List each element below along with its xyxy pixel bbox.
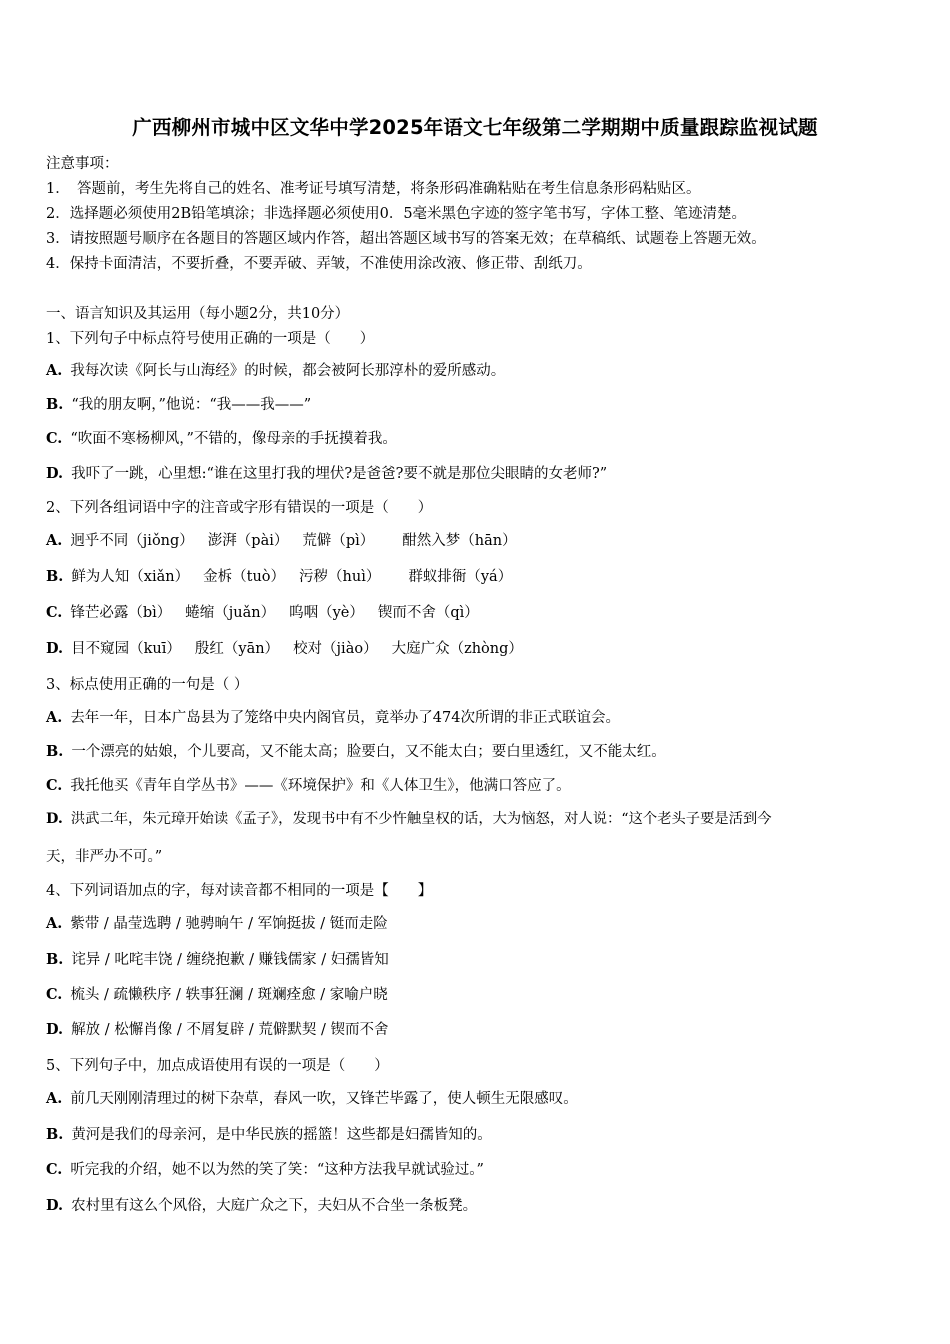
question-1-option-b: B. “我的朋友啊，”他说：“我——我——”: [46, 396, 312, 413]
question-1-option-d: D. 我吓了一跳，心里想:“谁在这里打我的埋伏?是爸爸?要不就是那位尖眼睛的女老师?”: [46, 465, 608, 482]
question-2-option-c: C. 锋芒必露（bì） 蜷缩（juǎn） 呜咽（yè） 锲而不舍（qì）: [46, 604, 479, 621]
question-5-option-b: B. 黄河是我们的母亲河，是中华民族的摇篮！这些都是妇孺皆知的。: [46, 1126, 492, 1143]
question-4-option-c: C. 梳头 / 疏懒秩序 / 轶事狂澜 / 斑斓痊愈 / 家喻户晓: [46, 986, 388, 1003]
question-5-option-d: D. 农村里有这么个风俗，大庭广众之下，夫妇从不合坐一条板凳。: [46, 1197, 478, 1214]
question-3-stem: 3、标点使用正确的一句是（ ）: [46, 677, 249, 693]
question-3-option-a: A. 去年一年，日本广岛县为了笼络中央内阁官员，竟举办了474次所谓的非正式联谊会。: [46, 709, 620, 726]
question-2-option-d: D. 目不窥园（kuī） 殷红（yān） 校对（jiào） 大庭广众（zhòng）: [46, 640, 523, 657]
question-4-option-d: D. 解放 / 松懈肖像 / 不屑复辟 / 荒僻默契 / 锲而不舍: [46, 1021, 389, 1038]
question-3-option-b: B. 一个漂亮的姑娘，个儿要高，又不能太高；脸要白，又不能太白；要白里透红，又不能太红。: [46, 743, 666, 760]
notice-heading: 注意事项：: [46, 156, 119, 172]
question-1-stem: 1、下列句子中标点符号使用正确的一项是（ ）: [46, 331, 375, 347]
question-2-option-b: B. 鲜为人知（xiǎn） 金柝（tuò） 污秽（huì） 群蚁排衙（yá）: [46, 568, 513, 585]
question-1-option-a: A. 我每次读《阿长与山海经》的时候，都会被阿长那淳朴的爱所感动。: [46, 362, 506, 379]
question-3-option-d: D. 洪武二年，朱元璋开始读《孟子》，发现书中有不少忤触皇权的话，大为恼怒，对人说：“这个老头子要是活到今: [46, 811, 772, 827]
question-3-option-d-continued: 天，非严办不可。”: [46, 849, 163, 865]
section-heading: 一、语言知识及其运用（每小题2分，共10分）: [46, 306, 350, 322]
question-5-stem: 5、下列句子中，加点成语使用有误的一项是（ ）: [46, 1058, 389, 1074]
question-3-option-c: C. 我托他买《青年自学丛书》——《环境保护》和《人体卫生》，他满口答应了。: [46, 777, 571, 794]
question-4-option-b: B. 诧异 / 叱咤丰饶 / 缠绕抱歉 / 赚钱儒家 / 妇孺皆知: [46, 951, 389, 968]
notice-item-1: 1． 答题前，考生先将自己的姓名、准考证号填写清楚，将条形码准确粘贴在考生信息条形码粘贴区。: [46, 181, 701, 197]
question-5-option-c: C. 听完我的介绍，她不以为然的笑了笑：“这种方法我早就试验过。”: [46, 1161, 484, 1178]
notice-item-4: 4．保持卡面清洁，不要折叠，不要弄破、弄皱，不准使用涂改液、修正带、刮纸刀。: [46, 256, 592, 272]
question-2-option-a: A. 迥乎不同（jiǒng） 澎湃（pài） 荒僻（pì） 酣然入梦（hān）: [46, 532, 517, 549]
question-4-option-a: A. 紫带 / 晶莹选聘 / 驰骋晌午 / 军饷挺拔 / 铤而走险: [46, 915, 388, 932]
page-title: 广西柳州市城中区文华中学2025年语文七年级第二学期期中质量跟踪监视试题: [132, 116, 818, 139]
notice-item-2: 2．选择题必须使用2B铅笔填涂；非选择题必须使用0．5毫米黑色字迹的签字笔书写，字体工整、笔迹清楚。: [46, 206, 747, 222]
notice-item-3: 3．请按照题号顺序在各题目的答题区域内作答，超出答题区域书写的答案无效；在草稿纸、试题卷上答题无效。: [46, 231, 766, 247]
question-4-stem: 4、下列词语加点的字，每对读音都不相同的一项是【 】: [46, 883, 433, 899]
question-5-option-a: A. 前几天刚刚清理过的树下杂草，春风一吹，又锋芒毕露了，使人顿生无限感叹。: [46, 1090, 578, 1107]
question-1-option-c: C. “吹面不寒杨柳风，”不错的，像母亲的手抚摸着我。: [46, 430, 397, 447]
question-2-stem: 2、下列各组词语中字的注音或字形有错误的一项是（ ）: [46, 500, 433, 516]
